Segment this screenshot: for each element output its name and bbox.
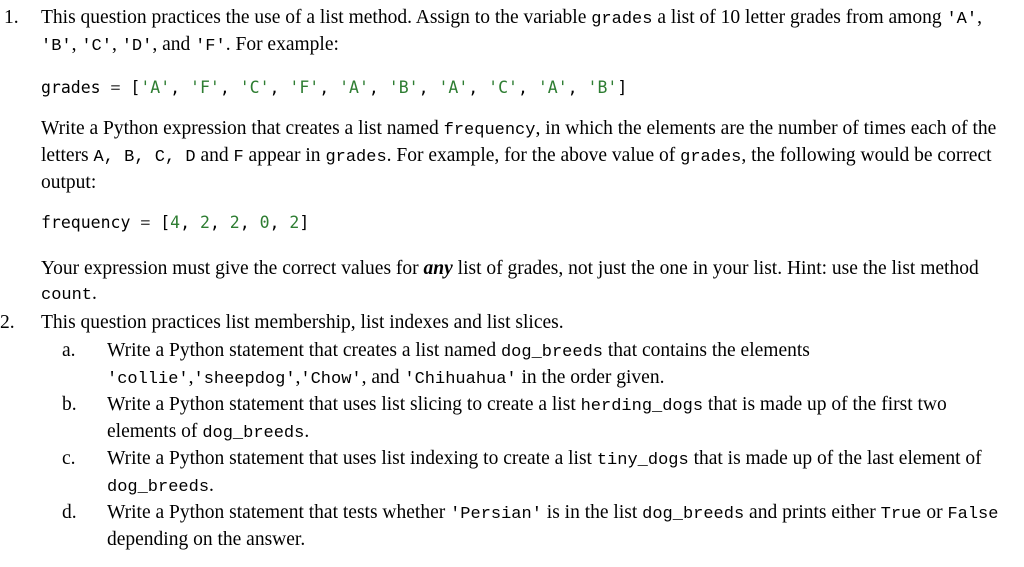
- question-1-paragraph-2: [41, 116, 1016, 195]
- code-var-name: frequency: [41, 213, 131, 232]
- sub-question-c: [107, 446, 1017, 500]
- code-bracket: [: [130, 78, 141, 97]
- sub-question-d: [107, 500, 1017, 552]
- var-tiny-dogs: tiny_dogs: [596, 451, 689, 470]
- sub-text: that is made up of the first two elements of: [107, 394, 947, 442]
- code-bracket: ]: [299, 213, 310, 232]
- code-example-frequency: frequency = [4, 2, 2, 0, 2]: [41, 213, 310, 232]
- sub-text: .: [209, 475, 214, 496]
- question-1-number: 1.: [4, 7, 19, 28]
- sub-question-c-letter: c.: [62, 448, 76, 469]
- string-chow: 'Chow': [300, 370, 362, 389]
- code-item: 'A': [537, 78, 568, 97]
- code-item: 2: [289, 213, 300, 232]
- para-text: Your expression must give the correct values for: [41, 258, 424, 279]
- code-item: 'C': [488, 78, 518, 97]
- code-item: 'C': [239, 78, 270, 97]
- para-text: .: [92, 283, 97, 304]
- sub-text: depending on the answer.: [107, 529, 306, 550]
- intro-text: a list of 10 letter grades from among: [652, 7, 947, 28]
- code-bracket: ]: [617, 78, 628, 97]
- sub-text: , and: [361, 367, 405, 388]
- emphasis-any: any: [423, 258, 453, 279]
- code-item: 'B': [388, 78, 419, 97]
- var-dog-breeds: dog_breeds: [202, 424, 305, 443]
- code-item: 4: [170, 213, 181, 232]
- para-text: , the following would be correct output:: [41, 145, 992, 193]
- sub-text: Write a Python statement that tests whether: [107, 502, 451, 523]
- sub-text: that is made up of the last element of: [688, 448, 982, 469]
- question-2-intro: This question practices list membership, list indexes and list slices.: [41, 312, 564, 333]
- letter-d: 'D': [121, 37, 153, 56]
- keyword-true: True: [880, 505, 922, 524]
- string-chihuahua: 'Chihuahua': [404, 370, 517, 389]
- question-2-number: 2.: [0, 312, 15, 333]
- code-item: 'F': [289, 78, 320, 97]
- question-1-paragraph-3: [41, 256, 1016, 308]
- sub-text: Write a Python statement that uses list slicing to create a list: [107, 394, 581, 415]
- code-equals: =: [100, 78, 131, 97]
- code-var-name: grades: [41, 78, 101, 97]
- para-text: appear in: [243, 145, 326, 166]
- letter-b: 'B': [41, 37, 72, 56]
- string-persian: 'Persian': [450, 505, 542, 524]
- string-collie: 'collie': [107, 370, 189, 389]
- question-1-intro: This question practices the use of a list method. Assign to the variable grades a list of 10 letter grades from among 'A', 'B', 'C', 'D', and 'F'. For example:: [41, 7, 982, 56]
- code-bracket: [: [160, 213, 171, 232]
- letter-c: 'C': [81, 37, 112, 56]
- var-herding-dogs: herding_dogs: [580, 397, 704, 416]
- intro-text: . For example:: [225, 34, 339, 55]
- sub-text: that contains the elements: [603, 340, 810, 361]
- code-item: 2: [199, 213, 210, 232]
- letter-f: 'F': [195, 37, 226, 56]
- keyword-false: False: [947, 505, 999, 524]
- code-example-grades: grades = ['A', 'F', 'C', 'F', 'A', 'B', 'A', 'C', 'A', 'B']: [41, 78, 628, 97]
- var-grades: grades: [680, 148, 742, 167]
- intro-text: , and: [152, 34, 196, 55]
- letter-f: F: [233, 148, 244, 167]
- sub-question-d-letter: d.: [62, 502, 77, 523]
- para-text: and: [195, 145, 234, 166]
- sub-text: or: [921, 502, 948, 523]
- code-equals: =: [130, 213, 161, 232]
- sub-question-a: Write a Python statement that creates a list named dog_breeds that contains the elements 'collie','sheepdog','Chow', and 'Chihuahua' in the order given.: [107, 340, 810, 389]
- code-item: 'A': [140, 78, 171, 97]
- method-count: count: [41, 286, 93, 305]
- sub-text: .: [304, 421, 310, 442]
- code-item: 'F': [190, 78, 220, 97]
- para-text: . For example, for the above value of: [386, 145, 681, 166]
- var-grades: grades: [591, 10, 653, 29]
- sub-text: Write a Python statement that creates a list named: [107, 340, 501, 361]
- code-item: 'A': [339, 78, 369, 97]
- var-frequency: frequency: [443, 121, 536, 140]
- var-dog-breeds: dog_breeds: [107, 478, 210, 497]
- code-item: 'B': [587, 78, 618, 97]
- sub-text: and prints either: [744, 502, 881, 523]
- var-dog-breeds: dog_breeds: [642, 505, 745, 524]
- var-grades: grades: [325, 148, 387, 167]
- letters-list: A, B, C, D: [93, 148, 196, 167]
- sub-question-a-letter: a.: [62, 340, 76, 361]
- sub-text: Write a Python statement that uses list indexing to create a list: [107, 448, 597, 469]
- intro-text: This question practices the use of a list method. Assign to the variable: [41, 7, 592, 28]
- para-text: list of grades, not just the one in your list. Hint: use the list method: [452, 258, 979, 279]
- para-text: Write a Python expression that creates a list named: [41, 118, 444, 139]
- sub-question-b: [107, 392, 1017, 446]
- code-item: 0: [259, 213, 270, 232]
- var-dog-breeds: dog_breeds: [500, 343, 603, 362]
- letter-a: 'A': [946, 10, 978, 29]
- sub-question-b-letter: b.: [62, 394, 77, 415]
- string-sheepdog: 'sheepdog': [193, 370, 296, 389]
- sub-text: in the order given.: [516, 367, 665, 388]
- code-item: 2: [229, 213, 240, 232]
- code-item: 'A': [438, 78, 469, 97]
- sub-text: is in the list: [541, 502, 643, 523]
- para-text: , in which the elements are the number of times each of the letters: [41, 118, 997, 166]
